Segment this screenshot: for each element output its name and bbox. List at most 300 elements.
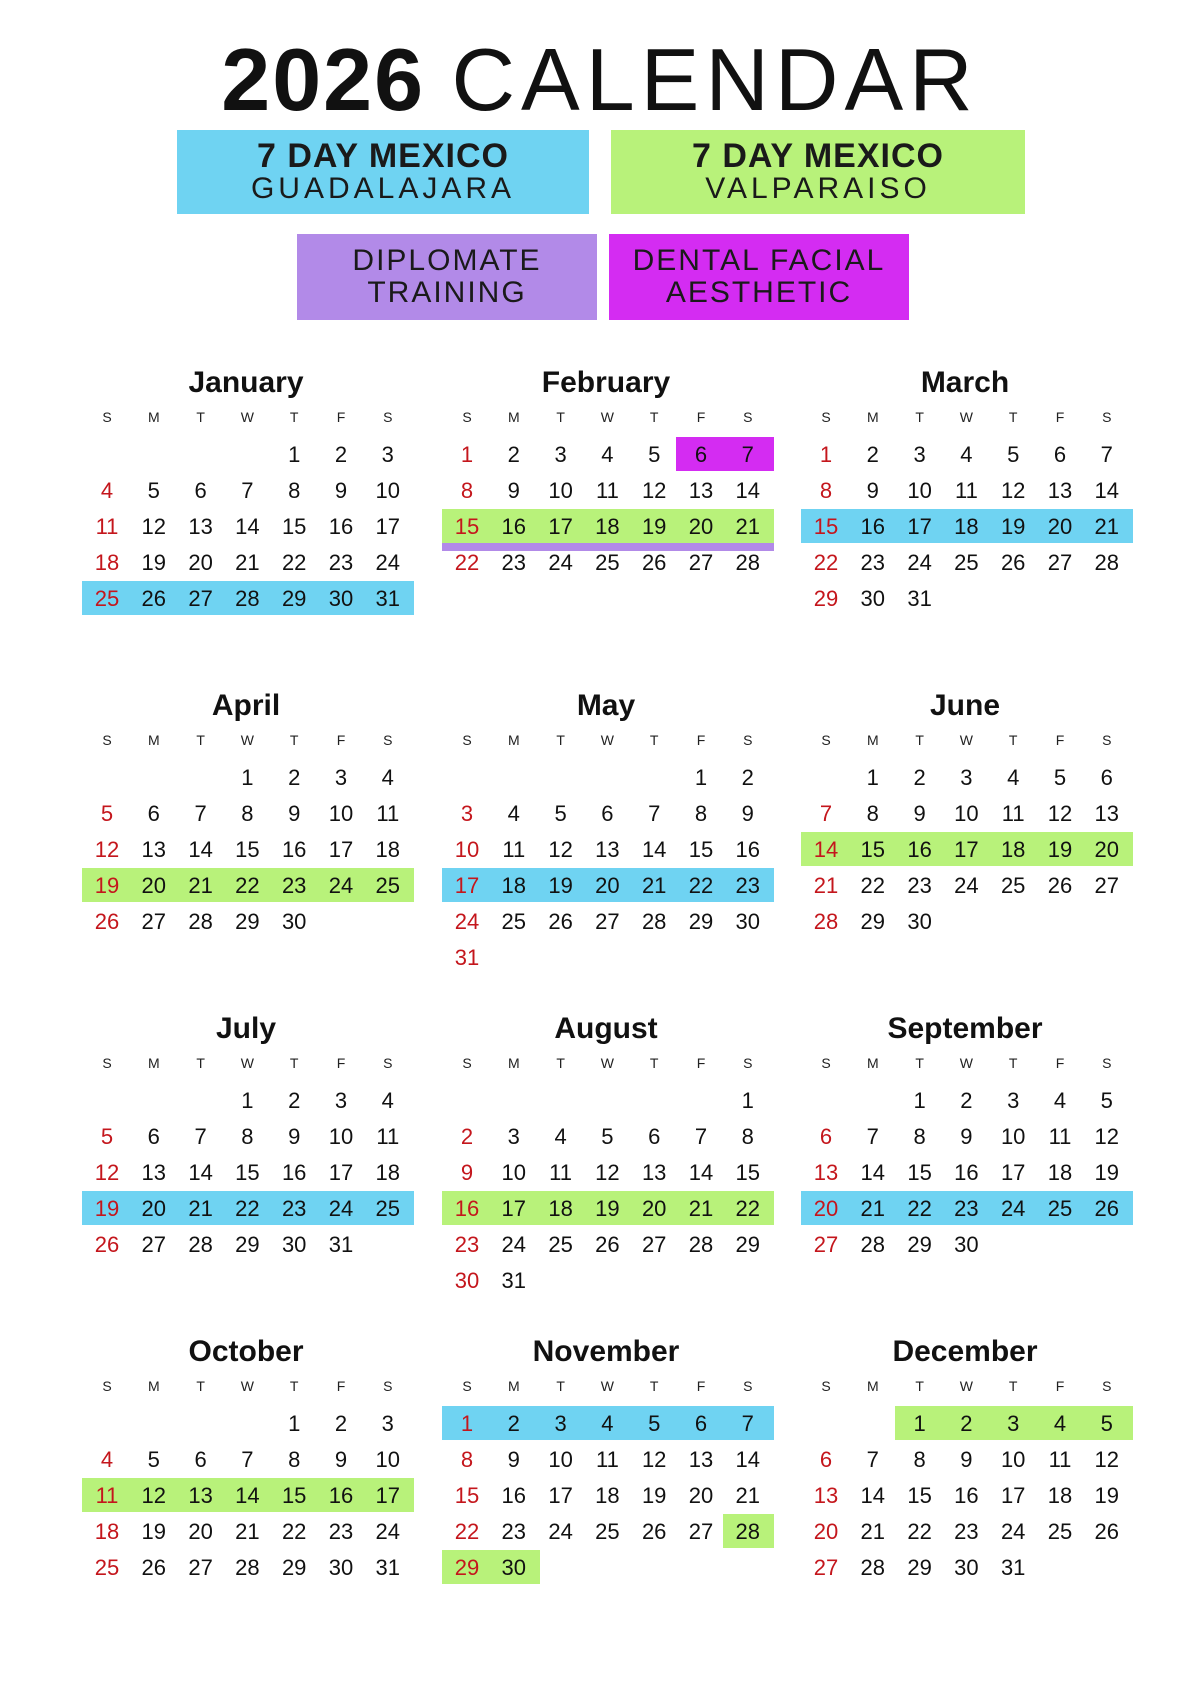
weekday-label: S: [383, 1055, 393, 1071]
month-name: July: [215, 1012, 277, 1045]
day-cell: 1: [460, 442, 474, 467]
day-cell: 15: [907, 1483, 932, 1508]
day-cell: 14: [1094, 478, 1120, 503]
weekday-label: T: [556, 1055, 565, 1071]
day-cell: 18: [954, 514, 979, 539]
day-cell: 11: [1048, 1124, 1072, 1149]
weekday-label: M: [507, 732, 520, 748]
day-cell: 7: [194, 801, 207, 826]
day-cell: 17: [954, 837, 979, 862]
day-cell: 28: [688, 1232, 714, 1257]
weekday-label: S: [1102, 409, 1112, 425]
day-cell: 12: [1000, 478, 1026, 503]
day-cell: 26: [1094, 1196, 1120, 1221]
day-cell: 12: [94, 1160, 120, 1185]
day-cell: 8: [288, 478, 301, 503]
day-cell: 22: [688, 873, 714, 898]
day-cell: 18: [375, 837, 401, 862]
day-cell: 18: [595, 1483, 620, 1508]
legend-valparaiso-line1: 7 DAY MEXICO: [692, 137, 944, 175]
day-cell: 14: [860, 1483, 886, 1508]
day-cell: 7: [241, 1447, 254, 1472]
day-cell: 3: [507, 1124, 520, 1149]
weekday-label: W: [600, 732, 614, 748]
weekday-label: T: [915, 1055, 924, 1071]
weekday-label: F: [336, 732, 346, 748]
weekday-label: F: [1055, 1055, 1065, 1071]
day-cell: 9: [866, 478, 879, 503]
day-cell: 29: [907, 1555, 932, 1580]
day-cell: 28: [235, 1555, 260, 1580]
day-cell: 28: [735, 1519, 761, 1544]
day-cell: 28: [813, 909, 839, 934]
day-cell: 9: [960, 1124, 973, 1149]
day-cell: 27: [1047, 550, 1073, 575]
day-cell: 5: [1007, 442, 1020, 467]
day-cell: 28: [641, 909, 667, 934]
weekday-label: M: [866, 732, 879, 748]
day-cell: 5: [1100, 1411, 1113, 1436]
day-cell: 29: [735, 1232, 761, 1257]
day-cell: 1: [694, 765, 708, 790]
weekday-label: S: [743, 1055, 753, 1071]
day-cell: 2: [507, 1411, 520, 1436]
weekday-label: F: [1055, 732, 1065, 748]
day-cell: 21: [735, 1483, 761, 1508]
day-cell: 30: [954, 1555, 979, 1580]
day-cell: 19: [641, 514, 667, 539]
day-cell: 31: [328, 1232, 354, 1257]
day-cell: 5: [554, 801, 567, 826]
day-cell: 1: [913, 1088, 926, 1113]
day-cell: 13: [188, 514, 213, 539]
day-cell: 19: [141, 1519, 167, 1544]
month-name: October: [188, 1335, 304, 1368]
day-cell: 2: [460, 1124, 474, 1149]
day-cell: 25: [94, 1555, 120, 1580]
day-cell: 13: [188, 1483, 213, 1508]
day-cell: 10: [548, 478, 573, 503]
legend-valparaiso-line2: VALPARAISO: [705, 172, 931, 205]
weekday-label: S: [821, 409, 831, 425]
weekday-label: S: [462, 732, 472, 748]
day-cell: 14: [688, 1160, 714, 1185]
day-cell: 17: [375, 514, 401, 539]
day-cell: 21: [641, 873, 667, 898]
day-cell: 13: [141, 1160, 167, 1185]
day-cell: 30: [454, 1268, 480, 1293]
day-cell: 5: [1053, 765, 1067, 790]
legend-guadalajara-line1: 7 DAY MEXICO: [257, 137, 509, 175]
day-cell: 7: [648, 801, 661, 826]
day-cell: 27: [641, 1232, 667, 1257]
day-cell: 5: [648, 442, 661, 467]
day-cell: 19: [1094, 1160, 1120, 1185]
day-cell: 6: [694, 442, 708, 467]
weekday-label: T: [915, 409, 924, 425]
weekday-label: M: [147, 409, 160, 425]
day-cell: 18: [548, 1196, 573, 1221]
day-cell: 17: [501, 1196, 527, 1221]
day-cell: 2: [741, 765, 754, 790]
weekday-label: S: [462, 1055, 472, 1071]
day-cell: 10: [501, 1160, 527, 1185]
day-cell: 27: [141, 909, 167, 934]
day-cell: 8: [288, 1447, 301, 1472]
weekday-label: W: [959, 732, 973, 748]
day-cell: 8: [913, 1447, 926, 1472]
day-cell: 4: [1053, 1088, 1067, 1113]
day-cell: 17: [1000, 1160, 1026, 1185]
day-cell: 3: [334, 1088, 348, 1113]
day-cell: 9: [960, 1447, 973, 1472]
weekday-label: T: [1008, 732, 1018, 748]
day-cell: 19: [141, 550, 167, 575]
day-cell: 25: [501, 909, 527, 934]
weekday-label: F: [336, 1378, 346, 1394]
day-cell: 22: [281, 550, 307, 575]
day-cell: 13: [688, 1447, 714, 1472]
day-cell: 15: [907, 1160, 932, 1185]
day-cell: 15: [235, 1160, 260, 1185]
day-cell: 24: [375, 550, 401, 575]
day-cell: 15: [813, 514, 839, 539]
day-cell: 11: [502, 837, 526, 862]
day-cell: 16: [328, 1483, 354, 1508]
weekday-label: F: [336, 1055, 346, 1071]
weekday-label: W: [959, 1378, 973, 1394]
day-cell: 25: [595, 550, 620, 575]
day-cell: 21: [235, 550, 260, 575]
day-cell: 19: [1000, 514, 1026, 539]
day-cell: 18: [501, 873, 527, 898]
month-november: [440, 1334, 772, 1634]
day-cell: 16: [281, 837, 307, 862]
day-cell: 8: [694, 801, 708, 826]
day-cell: 4: [507, 801, 520, 826]
day-cell: 22: [454, 1519, 480, 1544]
day-cell: 24: [548, 550, 573, 575]
weekday-label: S: [462, 409, 472, 425]
day-cell: 6: [694, 1411, 708, 1436]
day-cell: 23: [735, 873, 761, 898]
weekday-label: T: [289, 1378, 299, 1394]
day-cell: 15: [235, 837, 260, 862]
day-cell: 4: [601, 1411, 614, 1436]
day-cell: 29: [454, 1555, 480, 1580]
day-cell: 1: [819, 442, 833, 467]
day-cell: 3: [334, 765, 348, 790]
day-cell: 18: [595, 514, 620, 539]
day-cell: 2: [334, 442, 348, 467]
day-cell: 22: [813, 550, 839, 575]
weekday-label: M: [866, 1378, 879, 1394]
legend-dental: [609, 234, 909, 320]
day-cell: 3: [1007, 1411, 1020, 1436]
weekday-label: S: [821, 732, 831, 748]
day-cell: 3: [913, 442, 926, 467]
month-june: [799, 688, 1131, 988]
day-cell: 28: [188, 1232, 213, 1257]
day-cell: 27: [813, 1232, 839, 1257]
weekday-label: S: [102, 409, 112, 425]
day-cell: 4: [381, 765, 394, 790]
day-cell: 16: [954, 1483, 979, 1508]
day-cell: 12: [141, 514, 167, 539]
day-cell: 20: [1094, 837, 1120, 862]
day-cell: 25: [375, 1196, 401, 1221]
weekday-label: S: [1102, 732, 1112, 748]
legend-diplomate-line2: TRAINING: [367, 276, 527, 309]
day-cell: 4: [554, 1124, 567, 1149]
day-cell: 14: [235, 1483, 260, 1508]
day-cell: 11: [595, 1447, 619, 1472]
day-cell: 24: [1000, 1196, 1026, 1221]
day-cell: 19: [1094, 1483, 1120, 1508]
month-name: December: [892, 1335, 1038, 1368]
day-cell: 17: [548, 514, 573, 539]
day-cell: 16: [281, 1160, 307, 1185]
day-cell: 22: [235, 1196, 260, 1221]
day-cell: 24: [328, 1196, 354, 1221]
day-cell: 29: [813, 586, 839, 611]
weekday-label: F: [696, 732, 706, 748]
day-cell: 4: [601, 442, 614, 467]
day-cell: 23: [907, 873, 932, 898]
day-cell: 28: [860, 1232, 886, 1257]
day-cell: 2: [288, 1088, 301, 1113]
day-cell: 14: [860, 1160, 886, 1185]
weekday-label: M: [507, 1055, 520, 1071]
day-cell: 10: [375, 478, 401, 503]
title-word: CALENDAR: [451, 30, 979, 129]
legend-valparaiso: [611, 130, 1025, 214]
day-cell: 15: [281, 1483, 307, 1508]
day-cell: 27: [688, 1519, 714, 1544]
day-cell: 4: [1053, 1411, 1067, 1436]
day-cell: 20: [1047, 514, 1073, 539]
weekday-label: M: [866, 409, 879, 425]
day-cell: 7: [241, 478, 254, 503]
month-name: August: [554, 1012, 658, 1045]
day-cell: 8: [819, 478, 833, 503]
day-cell: 2: [913, 765, 926, 790]
weekday-label: F: [696, 409, 706, 425]
day-cell: 26: [1000, 550, 1026, 575]
day-cell: 12: [141, 1483, 167, 1508]
day-cell: 10: [328, 801, 354, 826]
day-cell: 21: [860, 1519, 886, 1544]
legend-dental-line1: DENTAL FACIAL: [632, 244, 886, 277]
month-name: March: [920, 366, 1010, 399]
day-cell: 9: [741, 801, 754, 826]
day-cell: 6: [648, 1124, 661, 1149]
day-cell: 18: [1000, 837, 1026, 862]
day-cell: 23: [328, 550, 354, 575]
day-cell: 1: [288, 442, 301, 467]
day-cell: 29: [235, 909, 260, 934]
day-cell: 31: [375, 1555, 401, 1580]
day-cell: 24: [1000, 1519, 1026, 1544]
day-cell: 1: [460, 1411, 474, 1436]
day-cell: 25: [375, 873, 401, 898]
day-cell: 5: [100, 1124, 114, 1149]
weekday-label: W: [959, 409, 973, 425]
day-cell: 5: [100, 801, 114, 826]
day-cell: 3: [381, 442, 394, 467]
legend-guadalajara: [177, 130, 589, 214]
day-cell: 1: [741, 1088, 754, 1113]
day-cell: 22: [735, 1196, 761, 1221]
day-cell: 3: [381, 1411, 394, 1436]
day-cell: 5: [601, 1124, 614, 1149]
weekday-label: T: [289, 1055, 299, 1071]
day-cell: 6: [819, 1447, 833, 1472]
weekday-label: T: [915, 1378, 924, 1394]
day-cell: 1: [288, 1411, 301, 1436]
day-cell: 24: [501, 1232, 527, 1257]
month-august: [440, 1011, 772, 1311]
weekday-label: T: [649, 409, 659, 425]
day-cell: 31: [454, 945, 480, 970]
day-cell: 17: [907, 514, 932, 539]
day-cell: 3: [554, 442, 567, 467]
day-cell: 30: [281, 909, 307, 934]
day-cell: 18: [1047, 1160, 1073, 1185]
day-cell: 21: [860, 1196, 886, 1221]
day-cell: 2: [960, 1411, 973, 1436]
day-cell: 20: [641, 1196, 667, 1221]
day-cell: 23: [860, 550, 886, 575]
month-name: May: [576, 689, 636, 722]
day-cell: 19: [1047, 837, 1073, 862]
day-cell: 6: [1100, 765, 1113, 790]
day-cell: 26: [641, 550, 667, 575]
day-cell: 29: [907, 1232, 932, 1257]
day-cell: 13: [641, 1160, 667, 1185]
legend-diplomate-line1: DIPLOMATE: [352, 244, 542, 277]
month-february: [440, 365, 772, 665]
weekday-label: S: [383, 732, 393, 748]
weekday-label: S: [743, 1378, 753, 1394]
weekday-label: W: [240, 732, 254, 748]
day-cell: 14: [641, 837, 667, 862]
day-cell: 19: [94, 1196, 120, 1221]
day-cell: 10: [907, 478, 932, 503]
weekday-label: W: [240, 409, 254, 425]
day-cell: 4: [100, 478, 114, 503]
day-cell: 14: [735, 1447, 761, 1472]
day-cell: 26: [141, 586, 167, 611]
day-cell: 23: [954, 1519, 979, 1544]
day-cell: 9: [913, 801, 926, 826]
day-cell: 20: [595, 873, 620, 898]
day-cell: 25: [1000, 873, 1026, 898]
day-cell: 12: [1094, 1124, 1120, 1149]
weekday-label: F: [1055, 409, 1065, 425]
day-cell: 10: [375, 1447, 401, 1472]
day-cell: 10: [454, 837, 480, 862]
day-cell: 25: [1047, 1196, 1073, 1221]
weekday-label: W: [600, 409, 614, 425]
day-cell: 4: [960, 442, 973, 467]
day-cell: 25: [1047, 1519, 1073, 1544]
day-cell: 14: [813, 837, 839, 862]
weekday-label: T: [915, 732, 924, 748]
day-cell: 21: [688, 1196, 714, 1221]
day-cell: 30: [281, 1232, 307, 1257]
day-cell: 5: [1100, 1088, 1113, 1113]
day-cell: 23: [454, 1232, 480, 1257]
weekday-label: F: [696, 1055, 706, 1071]
day-cell: 20: [688, 1483, 714, 1508]
weekday-label: T: [289, 732, 299, 748]
day-cell: 31: [907, 586, 932, 611]
day-cell: 18: [94, 1519, 120, 1544]
day-cell: 26: [94, 1232, 120, 1257]
weekday-label: S: [383, 409, 393, 425]
day-cell: 29: [281, 586, 307, 611]
day-cell: 11: [549, 1160, 573, 1185]
weekday-label: S: [102, 732, 112, 748]
weekday-label: M: [866, 1055, 879, 1071]
day-cell: 26: [141, 1555, 167, 1580]
weekday-label: T: [1008, 409, 1018, 425]
day-cell: 19: [94, 873, 120, 898]
day-cell: 7: [194, 1124, 207, 1149]
month-july: [80, 1011, 412, 1311]
day-cell: 22: [860, 873, 886, 898]
day-cell: 20: [141, 873, 167, 898]
month-name: June: [929, 689, 1001, 722]
day-cell: 29: [281, 1555, 307, 1580]
day-cell: 31: [501, 1268, 527, 1293]
day-cell: 20: [813, 1519, 839, 1544]
day-cell: 27: [1094, 873, 1120, 898]
weekday-label: T: [556, 1378, 565, 1394]
day-cell: 16: [735, 837, 761, 862]
day-cell: 9: [334, 478, 348, 503]
day-cell: 18: [94, 550, 120, 575]
day-cell: 30: [954, 1232, 979, 1257]
day-cell: 31: [375, 586, 401, 611]
weekday-label: W: [240, 1378, 254, 1394]
day-cell: 4: [381, 1088, 394, 1113]
day-cell: 6: [147, 1124, 160, 1149]
weekday-label: T: [649, 1378, 659, 1394]
day-cell: 27: [595, 909, 620, 934]
day-cell: 3: [960, 765, 973, 790]
day-cell: 19: [641, 1483, 667, 1508]
day-cell: 8: [460, 1447, 474, 1472]
weekday-label: T: [196, 1055, 205, 1071]
day-cell: 7: [694, 1124, 708, 1149]
month-september: [799, 1011, 1131, 1311]
day-cell: 17: [328, 1160, 354, 1185]
day-cell: 30: [907, 909, 932, 934]
day-cell: 18: [375, 1160, 401, 1185]
day-cell: 3: [554, 1411, 567, 1436]
day-cell: 17: [548, 1483, 573, 1508]
legend-guadalajara-line2: GUADALAJARA: [250, 172, 516, 205]
day-cell: 22: [454, 550, 480, 575]
weekday-label: S: [102, 1055, 112, 1071]
day-cell: 20: [688, 514, 714, 539]
day-cell: 13: [688, 478, 714, 503]
day-cell: 25: [595, 1519, 620, 1544]
day-cell: 23: [328, 1519, 354, 1544]
day-cell: 8: [241, 1124, 254, 1149]
